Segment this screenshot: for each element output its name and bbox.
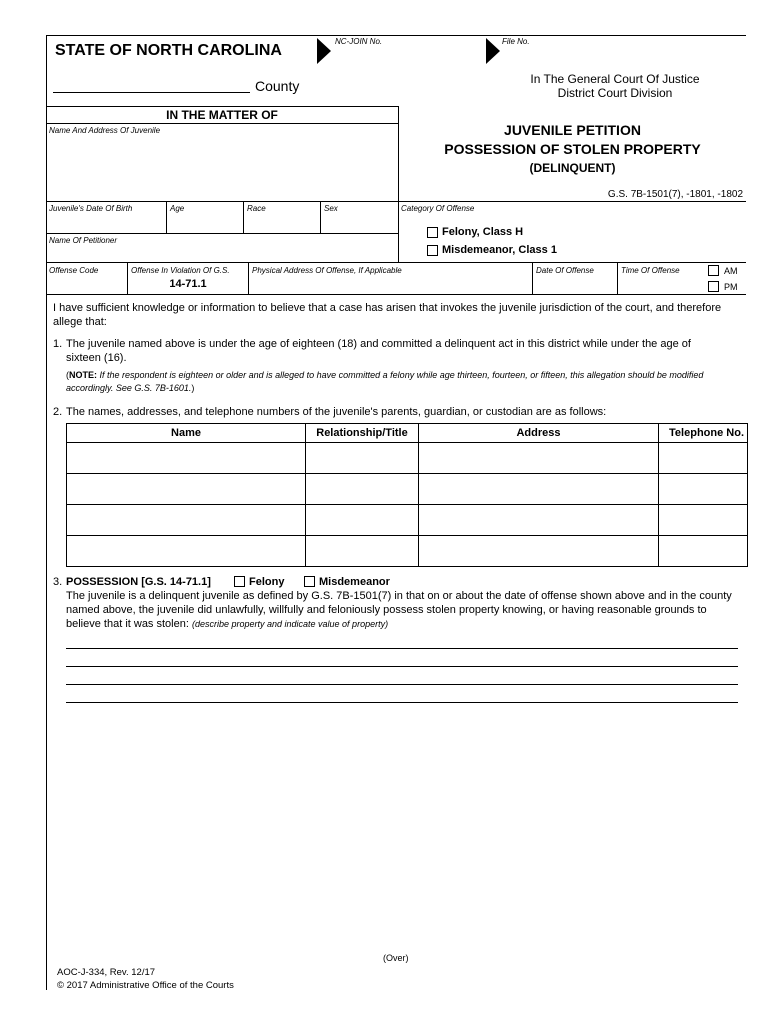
table-cell[interactable] — [306, 536, 419, 567]
column-telephone: Telephone No. — [659, 424, 748, 443]
juvenile-name-address-label: Name And Address Of Juvenile — [49, 126, 161, 135]
offense-address-label: Physical Address Of Offense, If Applicable — [252, 266, 402, 275]
pm-label: PM — [724, 282, 738, 292]
table-row — [67, 443, 748, 474]
category-label: Category Of Offense — [401, 204, 475, 213]
table-cell[interactable] — [419, 443, 659, 474]
statute-reference: G.S. 7B-1501(7), -1801, -1802 — [607, 189, 743, 200]
column-relationship: Relationship/Title — [306, 424, 419, 443]
matter-heading: IN THE MATTER OF — [166, 108, 278, 122]
copyright: © 2017 Administrative Office of the Courts — [57, 980, 234, 991]
file-no-label: File No. — [502, 37, 530, 46]
item-3-heading: POSSESSION [G.S. 14-71.1] — [66, 576, 211, 588]
table-cell[interactable] — [67, 443, 306, 474]
file-no-marker-icon — [486, 38, 500, 64]
race-label: Race — [247, 204, 266, 213]
misdemeanor-class-1-checkbox[interactable] — [427, 245, 438, 256]
title-line-3: (DELINQUENT) — [529, 161, 616, 175]
time-of-offense-label: Time Of Offense — [621, 266, 680, 275]
table-row — [67, 505, 748, 536]
table-cell[interactable] — [419, 505, 659, 536]
state-title: STATE OF NORTH CAROLINA — [55, 42, 282, 59]
violation-label: Offense In Violation Of G.S. — [131, 266, 230, 275]
date-of-offense-label: Date Of Offense — [536, 266, 594, 275]
table-cell[interactable] — [306, 505, 419, 536]
juvenile-name-address-field[interactable] — [47, 136, 397, 200]
property-line-2[interactable] — [66, 666, 738, 667]
table-cell[interactable] — [419, 536, 659, 567]
column-address: Address — [419, 424, 659, 443]
intro-paragraph: I have sufficient knowledge or information to believe that a case has arisen that invokes the juvenile jurisdiction of the court, and therefore allege that: — [53, 302, 722, 328]
pm-checkbox[interactable] — [708, 281, 719, 292]
property-line-4[interactable] — [66, 702, 738, 703]
title-line-2: POSSESSION OF STOLEN PROPERTY — [444, 141, 701, 157]
item-3-text: The juvenile is a delinquent juvenile as defined by G.S. 7B-1501(7) in that on or about the date of offense shown above and in the county named above, the juvenile did unlawfully, willfully and feloniously possess stolen property knowing, or having reasonable grounds to believe that it was stolen: (describe property and indicate value of property) — [66, 590, 732, 630]
item-2-text: The names, addresses, and telephone numbers of the juvenile's parents, guardian, or custodian are as follows: — [66, 406, 607, 418]
item-1-text: The juvenile named above is under the age of eighteen (18) and committed a delinquent act in this district while under the age of sixteen (16). — [66, 338, 691, 364]
item-3-felony-label: Felony — [249, 576, 285, 588]
county-field[interactable] — [53, 92, 250, 93]
table-cell[interactable] — [659, 443, 748, 474]
misdemeanor-class-1-label: Misdemeanor, Class 1 — [442, 244, 557, 256]
felony-class-h-checkbox[interactable] — [427, 227, 438, 238]
county-label: County — [255, 78, 300, 94]
property-line-3[interactable] — [66, 684, 738, 685]
parents-table — [66, 423, 748, 567]
petitioner-label: Name Of Petitioner — [49, 236, 118, 245]
sex-label: Sex — [324, 204, 338, 213]
item-1-note: (NOTE: If the respondent is eighteen or older and is alleged to have committed a felony while age thirteen, fourteen, or fifteen, this allegation should be modified accordingly. See G.S. 7B-1601.) — [66, 370, 704, 393]
nc-join-label: NC-JOIN No. — [335, 37, 383, 46]
table-cell[interactable] — [659, 474, 748, 505]
table-row — [67, 474, 748, 505]
item-3-misdemeanor-checkbox[interactable] — [304, 576, 315, 587]
age-label: Age — [170, 204, 185, 213]
table-cell[interactable] — [306, 474, 419, 505]
item-3-hint: (describe property and indicate value of property) — [191, 619, 389, 629]
nc-join-marker-icon — [317, 38, 331, 64]
item-3-number: 3. — [53, 576, 63, 588]
table-cell[interactable] — [67, 505, 306, 536]
over-note: (Over) — [383, 953, 409, 963]
table-cell[interactable] — [67, 536, 306, 567]
top-rule — [46, 35, 746, 36]
property-line-1[interactable] — [66, 648, 738, 649]
violation-value: 14-71.1 — [169, 278, 207, 290]
table-cell[interactable] — [306, 443, 419, 474]
table-cell[interactable] — [419, 474, 659, 505]
dob-label: Juvenile's Date Of Birth — [49, 204, 133, 213]
table-cell[interactable] — [659, 505, 748, 536]
item-1-number: 1. — [53, 338, 63, 350]
am-checkbox[interactable] — [708, 265, 719, 276]
felony-class-h-label: Felony, Class H — [442, 226, 524, 238]
table-row — [67, 536, 748, 567]
form-id: AOC-J-334, Rev. 12/17 — [57, 967, 156, 978]
column-name: Name — [67, 424, 306, 443]
parents-table-header — [67, 424, 748, 443]
item-3-misdemeanor-label: Misdemeanor — [319, 576, 390, 588]
court-line-1: In The General Court Of Justice — [530, 72, 700, 86]
item-2-number: 2. — [53, 406, 63, 418]
title-line-1: JUVENILE PETITION — [504, 122, 641, 138]
court-line-2: District Court Division — [557, 86, 673, 100]
am-label: AM — [724, 266, 738, 276]
item-3-felony-checkbox[interactable] — [234, 576, 245, 587]
table-cell[interactable] — [659, 536, 748, 567]
offense-code-label: Offense Code — [49, 266, 99, 275]
table-cell[interactable] — [67, 474, 306, 505]
